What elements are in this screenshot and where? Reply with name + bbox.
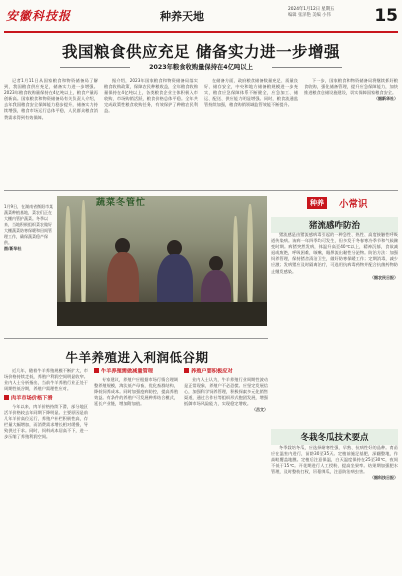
- lead-article-col-2: 据介绍，2023年国家粮食和物资储备局落实粮食收购政策，保障农民种粮收益，全年粮食收购量保持在4亿吨以上，各类粮食企业主体积极入市收购，市场购销活跃，粮食价格总体平稳。全年共完成政策性粮食收购任务，有效保护了种粮农民利益。: [104, 78, 198, 114]
- subhead-text: 2023年粮食收购量保持在4亿吨以上: [149, 64, 253, 71]
- tip-2-body: 冬季栽培冬瓜，应选择耐寒性强、早熟、抗病性好的品种。育苗应在温室内进行，苗龄30至35天。定植前施足基肥，深翻整地，作高畦覆盖地膜。定植后注意保温，白天温度保持在25至30℃，夜间不低于15℃。开花期进行人工授粉，提高坐果率。结果期加强肥水管理，及时整枝打杈，吊蔓绑瓜，注意防治病虫害。 （据科技日报）: [271, 445, 398, 481]
- tips-banner: [271, 195, 398, 212]
- newspaper-logo: 安徽科技报: [6, 9, 72, 23]
- tip-2-title: 冬栽冬瓜技术要点: [271, 429, 398, 445]
- masthead: [4, 3, 398, 33]
- subsection-heading-1: 肉羊市场价格下滑: [4, 395, 88, 402]
- second-headline: 牛羊养殖进入利润低谷期: [65, 350, 209, 365]
- section-name: 种养天地: [160, 10, 204, 23]
- second-article-col-3: 养殖户要积极应对 业内人士认为，牛羊养殖行业周期性波动是正常现象，养殖户不必恐慌。应坚定发展信心，加强科学饲养管理，积极探索多元化销售渠道，通过合作社等组织形式抱团发展，增强抵御市场风险能力，实现稳定增收。 （吕文）: [184, 368, 268, 413]
- section-divider: [4, 190, 398, 191]
- second-article-col-2: 牛羊养殖需做减量管理 专家建议，养殖户应根据市场行情合理调整养殖规模，淘汰低产母畜，优化畜群结构，降低饲养成本。同时加强疫病防控，提高养殖效益。有条件的养殖户可发展种养结合模式，延长产业链，增加附加值。: [94, 368, 178, 406]
- issue-date: 2024年1月12日 星期五: [288, 7, 335, 12]
- main-subheadline: [60, 62, 342, 74]
- lead-article-col-1: 记者1月11日从国家粮食和物资储备局了解到，我国粮食供应充足，储备实力进一步增强。2023年粮食收购量保持在4亿吨以上，粮食产量再创新高。国家粮食和物资储备局有关负责人介绍，去年我国粮食安全保障能力稳步提升，储备实力持续增强，粮食市场运行总体平稳，人民群众粮食消费需求得到有效保障。: [4, 78, 98, 120]
- photo-bottom-divider: [4, 338, 268, 339]
- lead-article-col-4: 下一步，国家粮食和物资储备局将继续抓好粮食收购，强化储备管理，提升应急保障能力，加快推进粮食仓储设施建设，切实保障国家粮食安全。 （据新华社）: [304, 78, 398, 102]
- tip-2-source: （据科技日报）: [370, 475, 398, 481]
- tip-1-body: 猪流感是由猪流感病毒引起的一种急性、热性、高度接触性呼吸道传染病。该病一年四季均可发生，但多发于冬春寒冷季节和气候骤变时期。病猪突然发病，体温升高至40℃以上，精神沉郁，食欲减退或废绝，呼吸困难，咳嗽，眼鼻流出黏性分泌物。防治方法：加强饲养管理，保持猪舍清洁卫生，做好防寒保暖工作；定期消毒，减少应激；发病猪应及时隔离治疗，可选用抗病毒药物并配合抗菌药物防止继发感染。 （据农民日报）: [271, 232, 398, 280]
- tip-1-title: 猪流感咋防治: [271, 217, 398, 233]
- page-number: 15: [374, 6, 398, 26]
- main-headline: 我国粮食供应充足 储备实力进一步增强: [62, 43, 340, 61]
- news-photo-greenhouse: [57, 196, 267, 326]
- issue-info: [288, 7, 334, 19]
- subsection-heading-3: 养殖户要积极应对: [184, 368, 268, 375]
- tip-1-source: （据农民日报）: [370, 274, 398, 280]
- lead-article-source: （据新华社）: [374, 96, 398, 102]
- subhead-rule-right: [272, 67, 342, 68]
- photo-caption: 1月9日，在湖南省衡阳市某蔬菜种植基地，菜农们正在大棚内管护蔬菜。冬季以来，当地积极组织菜农做好大棚蔬菜防寒保暖和田间管理工作，确保蔬菜稳产保供。 图/新华社: [4, 204, 54, 251]
- subsection-heading-2: 牛羊养殖需做减量管理: [94, 368, 178, 375]
- tips-banner-box: 种养: [307, 197, 327, 209]
- photo-credit: 图/新华社: [4, 246, 22, 251]
- lead-article-col-3: 在储备方面，政府粮食储备数量充足、质量良好、储存安全，中央和地方储备粮规模进一步充实，粮食应急保障体系不断健全，应急加工、储运、配送、供应能力明显增强。同时，粮食流通监管持续加强，粮食购销领域监管效能不断提升。: [204, 78, 298, 108]
- second-article-col-1: 近几年，随着牛羊养殖规模不断扩大，市场价格持续走低，养殖户利润空间明显收窄。业内人士分析指出，当前牛羊养殖行业正处于周期性低谷期，养殖户需理性应对。 肉羊市场价格下滑 今年以来，肉羊价格持续下滑，部分地区活羊价格较去年同期下降明显。主要原因是前几年羊价高位运行，养殖户补栏积极性高，存栏量大幅增加，而消费需求增长相对缓慢，导致供过于求。同时，饲料成本居高不下，进一步压缩了养殖利润空间。: [4, 368, 88, 440]
- second-article-source: （吕文）: [252, 407, 268, 413]
- editor-line: 编辑 张泽艳 美编 小伟: [288, 13, 331, 19]
- tips-banner-text: 小常识: [339, 199, 368, 210]
- photo-title: 蔬菜冬管忙: [96, 198, 147, 208]
